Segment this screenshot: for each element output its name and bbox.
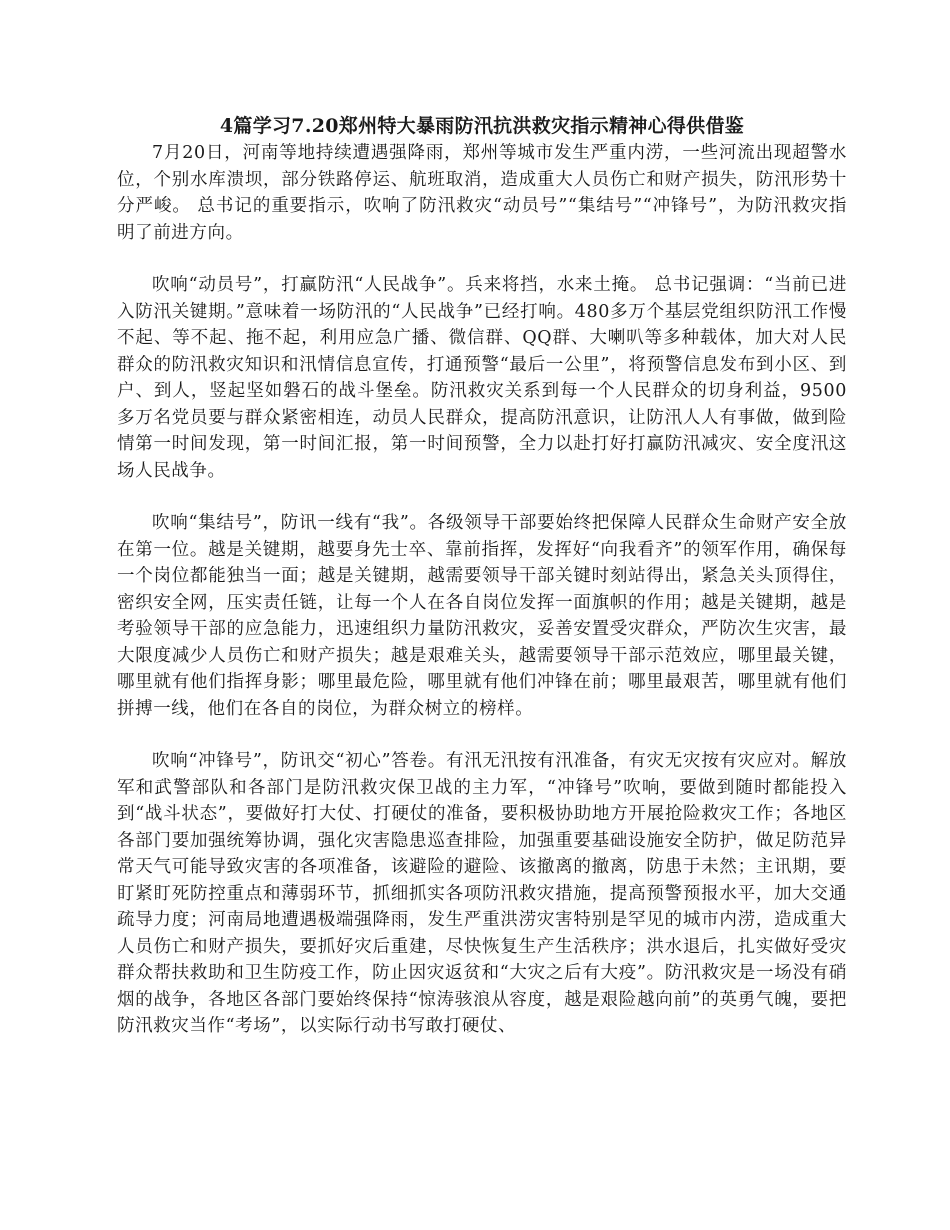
paragraph-spacer <box>117 246 847 272</box>
paragraph-mobilization: 吹响“动员号”，打赢防汛“人民战争”。兵来将挡，水来土掩。 总书记强调：“当前已进入防汛关键期。”意味着一场防汛的“人民战争”已经打响。480多万个基层党组织防汛工作慢不起、等不起、拖不起，利用应急广播、微信群、QQ群、大喇叭等多种载体，加大对人民群众的防汛救灾知识和汛情信息宣传，打通预警“最后一公里”，将预警信息发布到小区、到户、到人，竖起坚如磐石的战斗堡垒。防汛救灾关系到每一个人民群众的切身利益，9500多万名党员要与群众紧密相连，动员人民群众，提高防汛意识，让防汛人人有事做，做到险情第一时间发现，第一时间汇报，第一时间预警，全力以赴打好打赢防汛减灾、安全度汛这场人民战争。 <box>117 275 847 481</box>
paragraph-assembly: 吹响“集结号”，防讯一线有“我”。各级领导干部要始终把保障人民群众生命财产安全放在第一位。越是关键期，越要身先士卒、靠前指挥，发挥好“向我看齐”的领军作用，确保每一个岗位都能独当一面；越是关键期，越需要领导干部关键时刻站得出，紧急关头顶得住，密织安全网，压实责任链，让每一个人在各自岗位发挥一面旗帜的作用；越是关键期，越是考验领导干部的应急能力，迅速组织力量防汛救灾，妥善安置受灾群众，严防次生灾害，最大限度减少人员伤亡和财产损失；越是艰难关头，越需要领导干部示范效应，哪里最关键，哪里就有他们指挥身影；哪里最危险，哪里就有他们冲锋在前；哪里最艰苦，哪里就有他们拼搏一线，他们在各自的岗位，为群众树立的榜样。 <box>117 513 847 719</box>
paragraph-charge: 吹响“冲锋号”，防讯交“初心”答卷。有汛无汛按有汛准备，有灾无灾按有灾应对。解放军和武警部队和各部门是防汛救灾保卫战的主力军，“冲锋号”吹响，要做到随时都能投入到“战斗状态”，要做好打大仗、打硬仗的准备，要积极协助地方开展抢险救灾工作；各地区各部门要加强统筹协调，强化灾害隐患巡查排险，加强重要基础设施安全防护，做足防范异常天气可能导致灾害的各项准备，该避险的避险、该撤离的撤离，防患于未然；主讯期，要盯紧盯死防控重点和薄弱环节，抓细抓实各项防汛救灾措施，提高预警预报水平，加大交通疏导力度；河南局地遭遇极端强降雨，发生严重洪涝灾害特别是罕见的城市内涝，造成重大人员伤亡和财产损失，要抓好灾后重建，尽快恢复生产生活秩序；洪水退后，扎实做好受灾群众帮扶救助和卫生防疫工作，防止因灾返贫和“大灾之后有大疫”。防汛救灾是一场没有硝烟的战争，各地区各部门要始终保持“惊涛骇浪从容度，越是艰险越向前”的英勇气魄，要把防汛救灾当作“考场”，以实际行动书写敢打硬仗、 <box>117 751 847 1036</box>
paragraph-spacer <box>117 722 847 748</box>
intro-paragraph: 7月20日，河南等地持续遭遇强降雨，郑州等城市发生严重内涝，一些河流出现超警水位，个别水库溃坝，部分铁路停运、航班取消，造成重大人员伤亡和财产损失，防汛形势十分严峻。 总书记的重要指示，吹响了防汛救灾“动员号”“集结号”“冲锋号”，为防汛救灾指明了前进方向。 <box>117 143 847 243</box>
document-body <box>117 112 847 1040</box>
paragraph-spacer <box>117 484 847 510</box>
document-title: 4篇学习7.20郑州特大暴雨防汛抗洪救灾指示精神心得供借鉴 <box>219 115 745 137</box>
